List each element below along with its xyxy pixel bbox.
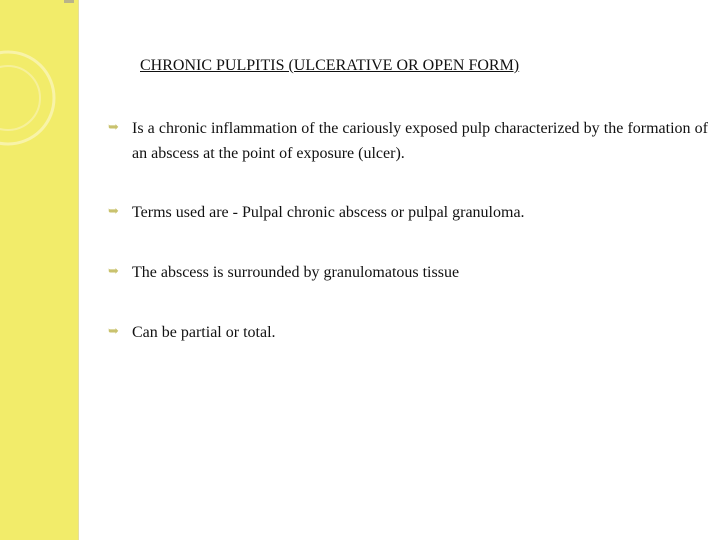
decorative-side-band — [0, 0, 79, 540]
decorative-circles — [0, 0, 78, 540]
bullet-text: Is a chronic inflammation of the cariously exposed pulp characterized by the formation of an abscess at the point of exposure (ulcer). — [132, 120, 708, 162]
arrow-bullet-icon: ➥ — [108, 119, 119, 134]
arrow-bullet-icon: ➥ — [108, 323, 119, 338]
bullet-text: Terms used are - Pulpal chronic abscess or pulpal granuloma. — [132, 204, 525, 221]
arrow-bullet-icon: ➥ — [108, 263, 119, 278]
arrow-bullet-icon: ➥ — [108, 203, 119, 218]
slide-title: CHRONIC PULPITIS (ULCERATIVE OR OPEN FORM) — [140, 57, 520, 74]
bullet-text: Can be partial or total. — [132, 324, 276, 341]
bullet-text: The abscess is surrounded by granulomatous tissue — [132, 264, 460, 281]
corner-mark — [64, 0, 74, 3]
